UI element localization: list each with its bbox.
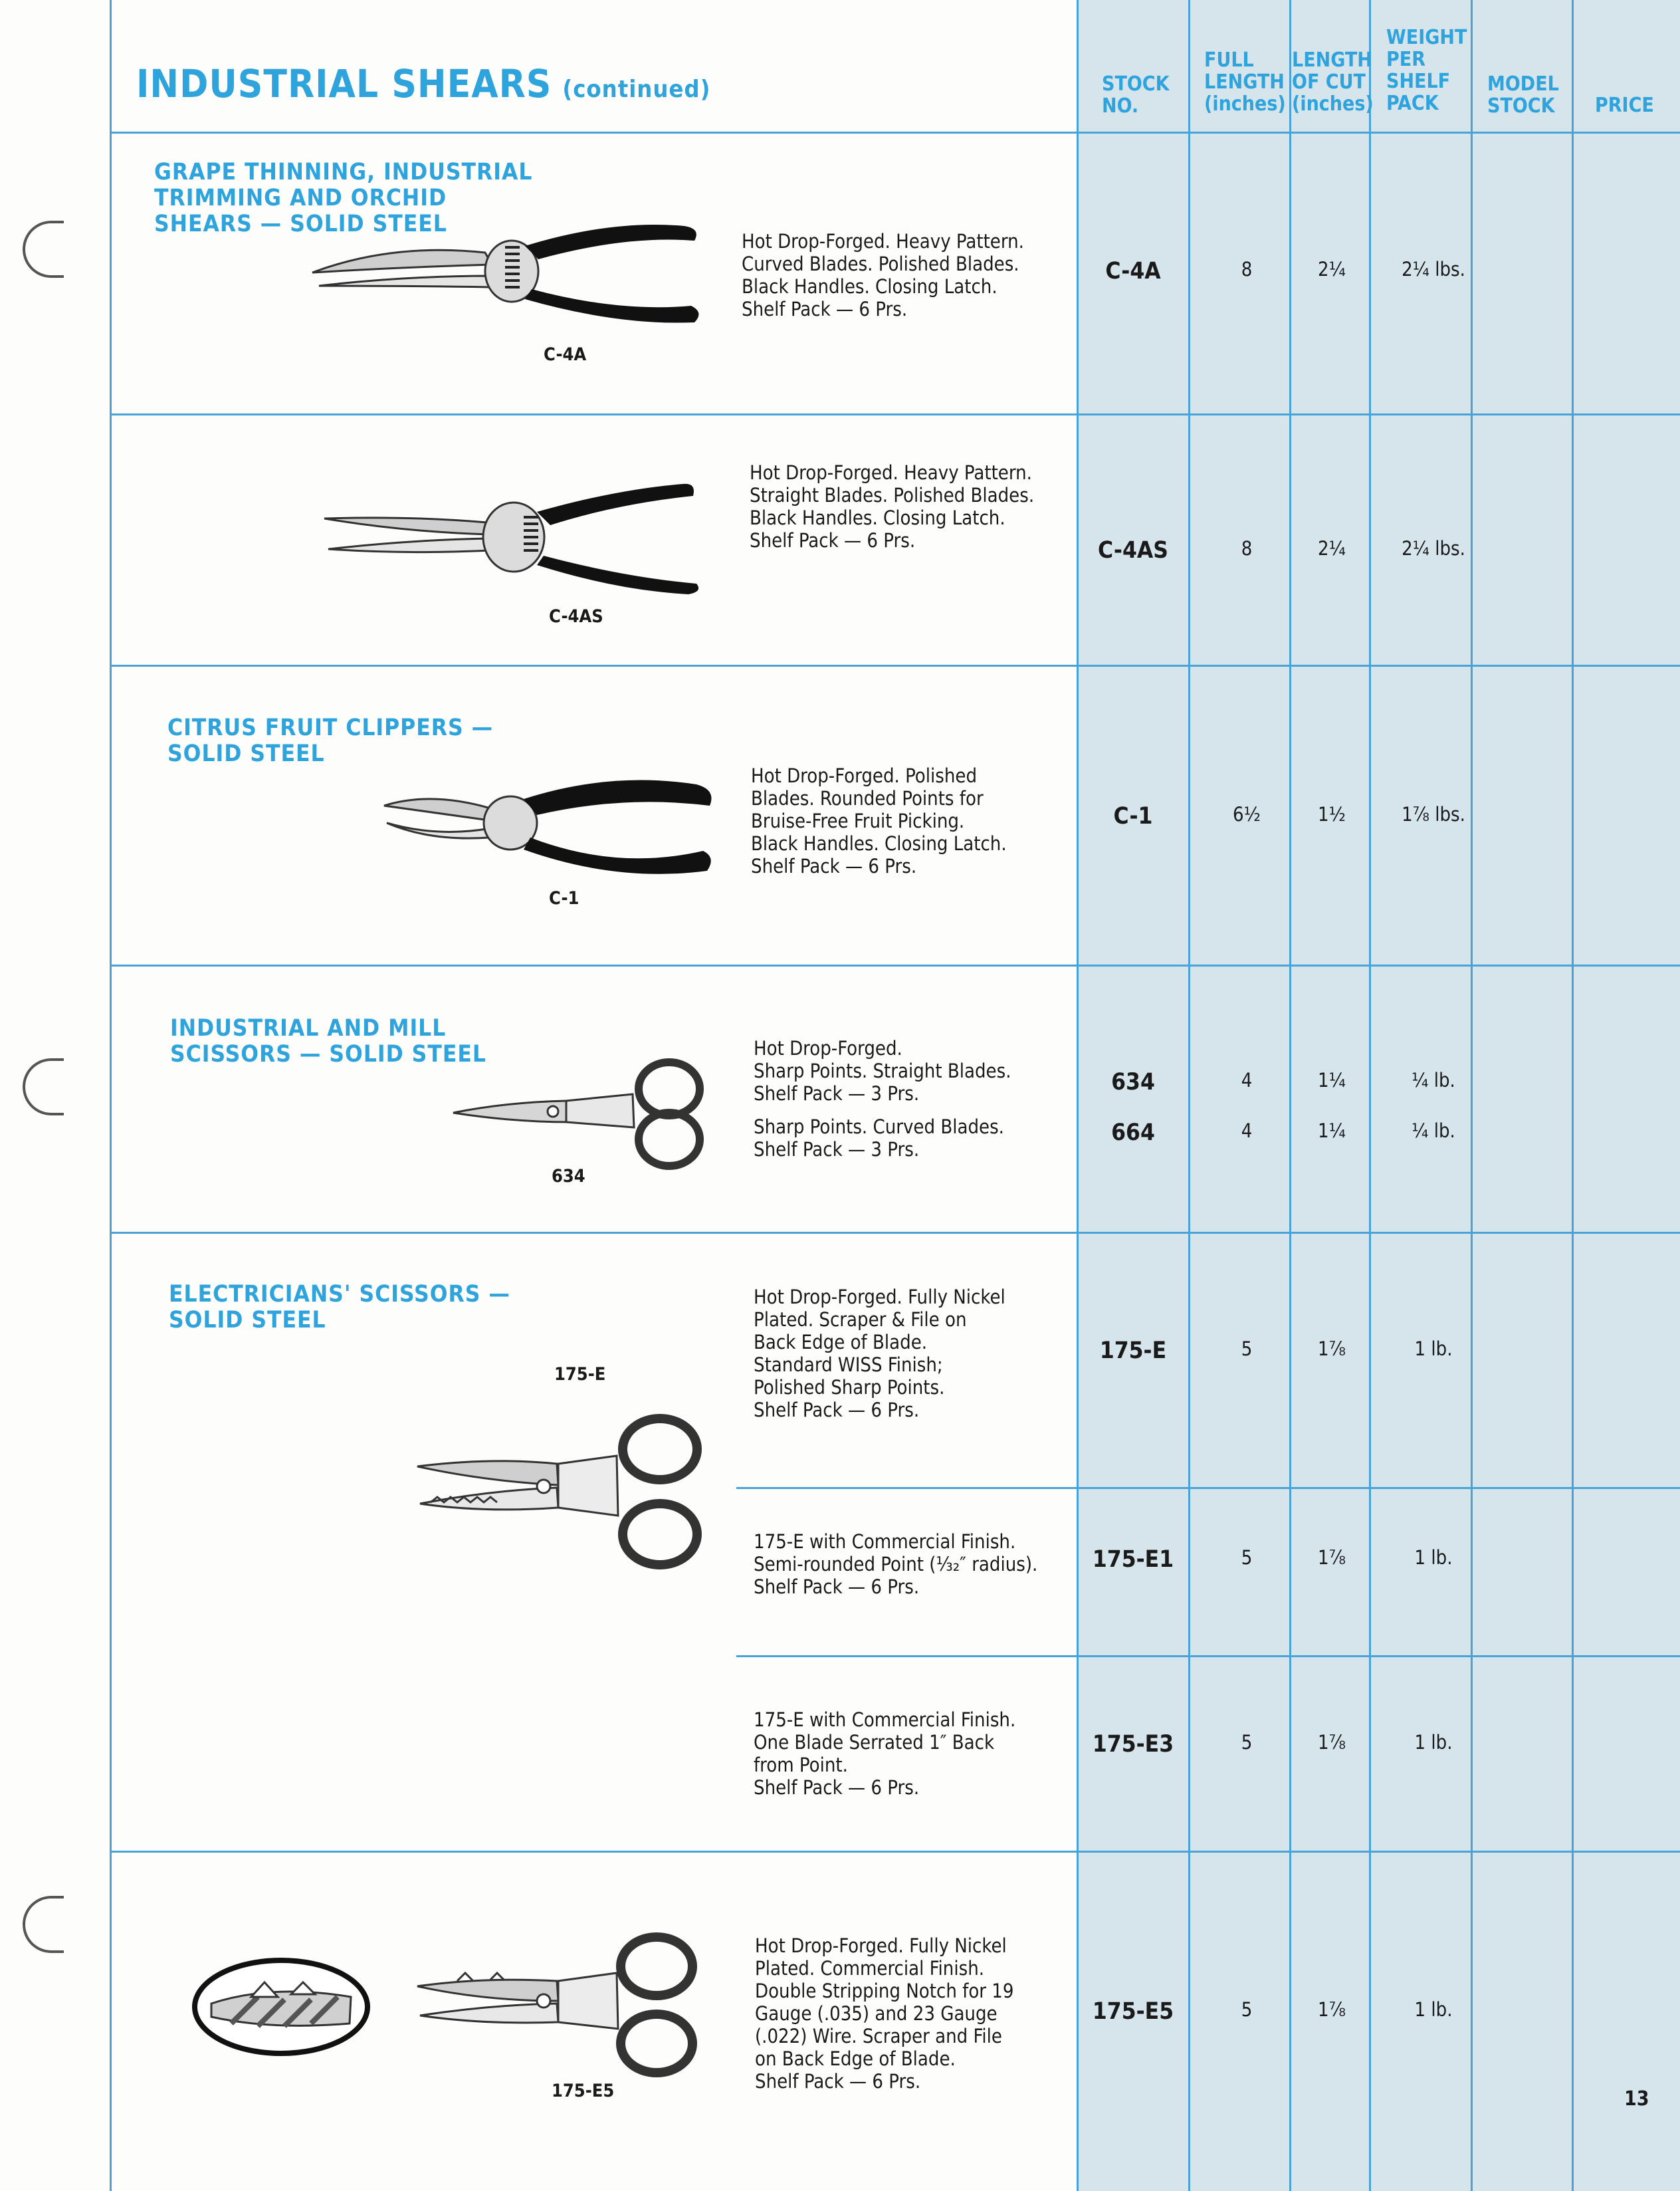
column-rule xyxy=(1188,0,1190,2191)
description-line: Shelf Pack — 3 Prs. xyxy=(754,1082,920,1105)
stock-number: C-4AS xyxy=(1098,537,1168,564)
product-description xyxy=(754,1037,1011,1105)
stripping-notch-detail-illustration xyxy=(191,1957,371,2057)
section-title-line: TRIMMING AND ORCHID xyxy=(154,185,447,211)
weight-value: ¼ lb. xyxy=(1412,1069,1455,1092)
description-line: Semi-rounded Point (⅓₂″ radius). xyxy=(754,1553,1038,1575)
description-line: Back Edge of Blade. xyxy=(754,1331,928,1353)
stock-number: C-1 xyxy=(1113,803,1153,830)
description-line: Shelf Pack — 6 Prs. xyxy=(754,1575,920,1598)
header-line: SHELF xyxy=(1386,70,1451,93)
page-number: 13 xyxy=(1624,2087,1649,2111)
description-line: Bruise-Free Fruit Picking. xyxy=(751,810,965,832)
page-title xyxy=(136,61,710,106)
stock-number: 634 xyxy=(1111,1069,1155,1096)
column-rule xyxy=(1369,0,1371,2191)
description-line: Hot Drop-Forged. xyxy=(754,1037,902,1060)
cut-length-value: 1⅞ xyxy=(1318,1998,1346,2021)
binder-hole xyxy=(23,221,64,278)
section-title-line: SOLID STEEL xyxy=(167,741,325,767)
column-rule xyxy=(1289,0,1291,2191)
cut-length-value: 2¼ xyxy=(1318,258,1346,281)
stock-number: 664 xyxy=(1111,1119,1155,1146)
product-description xyxy=(754,1115,1004,1161)
header-line: STOCK xyxy=(1487,94,1555,118)
product-caption: 634 xyxy=(552,1166,585,1187)
product-caption: 175-E5 xyxy=(552,2081,615,2101)
header-line: PACK xyxy=(1386,92,1439,115)
product-description xyxy=(754,1286,1005,1421)
description-line: Shelf Pack — 6 Prs. xyxy=(751,855,917,877)
description-line: Hot Drop-Forged. Fully Nickel xyxy=(755,1934,1007,1957)
product-description xyxy=(750,461,1034,552)
header-line: LENGTH xyxy=(1204,70,1285,94)
weight-value: 1 lb. xyxy=(1414,1731,1453,1754)
left-rule xyxy=(110,0,112,2191)
description-line: Shelf Pack — 6 Prs. xyxy=(754,1776,920,1799)
section-title-mill-scissors xyxy=(170,1016,486,1068)
header-price xyxy=(1595,94,1654,116)
product-description xyxy=(742,230,1024,320)
header-weight xyxy=(1386,27,1467,114)
description-line: 175-E with Commercial Finish. xyxy=(754,1708,1016,1731)
cut-length-value: 1⅞ xyxy=(1318,1731,1346,1754)
description-line: Shelf Pack — 6 Prs. xyxy=(755,2070,921,2093)
description-line: Sharp Points. Curved Blades. xyxy=(754,1115,1004,1138)
row-rule xyxy=(110,1232,1680,1234)
column-rule xyxy=(1077,0,1079,2191)
cut-length-value: 2¼ xyxy=(1318,537,1346,560)
description-line: (.022) Wire. Scraper and File xyxy=(755,2025,1002,2047)
row-rule xyxy=(110,1851,1680,1853)
header-line: STOCK xyxy=(1102,72,1170,96)
product-caption: C-4AS xyxy=(549,606,603,627)
stock-number: 175-E3 xyxy=(1092,1731,1174,1758)
description-line: from Point. xyxy=(754,1754,848,1776)
full-length-value: 8 xyxy=(1241,258,1253,281)
description-line: Curved Blades. Polished Blades. xyxy=(742,253,1019,275)
header-length-of-cut xyxy=(1292,49,1374,115)
header-line: PER xyxy=(1386,48,1426,71)
header-line: (inches) xyxy=(1292,92,1374,116)
table-shaded-area xyxy=(1078,0,1680,2191)
section-title-line: SHEARS — SOLID STEEL xyxy=(154,211,447,237)
header-line: LENGTH xyxy=(1292,49,1372,72)
description-line: Polished Sharp Points. xyxy=(754,1376,945,1399)
header-line: FULL xyxy=(1204,49,1254,72)
section-title-line: INDUSTRIAL AND MILL xyxy=(170,1015,447,1042)
column-rule xyxy=(1471,0,1473,2191)
full-length-value: 5 xyxy=(1241,1546,1253,1569)
description-line: Blades. Rounded Points for xyxy=(751,787,984,810)
product-caption: C-4A xyxy=(544,344,587,365)
header-line: OF CUT xyxy=(1292,70,1366,94)
shears-c4as-illustration xyxy=(324,477,723,597)
full-length-value: 8 xyxy=(1241,537,1253,560)
product-description xyxy=(751,764,1007,877)
description-line: Sharp Points. Straight Blades. xyxy=(754,1060,1011,1082)
description-line: Double Stripping Notch for 19 xyxy=(755,1980,1014,2002)
description-line: Standard WISS Finish; xyxy=(754,1353,943,1376)
page-title-text: INDUSTRIAL SHEARS xyxy=(136,61,552,106)
full-length-value: 5 xyxy=(1241,1998,1253,2021)
section-title-line: CITRUS FRUIT CLIPPERS — xyxy=(167,715,494,741)
description-line: Plated. Commercial Finish. xyxy=(755,1957,985,1980)
cut-length-value: 1¼ xyxy=(1318,1069,1346,1092)
header-line: PRICE xyxy=(1595,94,1654,117)
weight-value: 1 lb. xyxy=(1414,1546,1453,1569)
product-caption: 175-E xyxy=(554,1364,606,1385)
product-description xyxy=(755,1934,1013,2093)
header-full-length xyxy=(1204,49,1286,115)
weight-value: 1 lb. xyxy=(1414,1337,1453,1360)
header-model-stock xyxy=(1487,73,1559,117)
binder-hole xyxy=(23,1058,64,1115)
weight-value: 2¼ lbs. xyxy=(1402,258,1465,281)
section-title-line: GRAPE THINNING, INDUSTRIAL xyxy=(154,159,533,185)
stock-number: 175-E5 xyxy=(1092,1998,1174,2025)
clippers-c1-illustration xyxy=(384,771,730,877)
description-line: Shelf Pack — 6 Prs. xyxy=(754,1399,920,1421)
description-line: Black Handles. Closing Latch. xyxy=(751,832,1007,855)
weight-value: 2¼ lbs. xyxy=(1402,537,1465,560)
full-length-value: 6½ xyxy=(1233,803,1261,826)
description-line: Shelf Pack — 6 Prs. xyxy=(750,529,916,552)
page-title-suffix: (continued) xyxy=(562,76,711,103)
description-line: One Blade Serrated 1″ Back xyxy=(754,1731,995,1754)
section-title-citrus-clippers xyxy=(167,715,493,767)
cut-length-value: 1⅞ xyxy=(1318,1546,1346,1569)
description-line: 175-E with Commercial Finish. xyxy=(754,1530,1016,1553)
scissors-634-illustration xyxy=(453,1061,719,1174)
row-rule xyxy=(110,413,1680,415)
description-line: Plated. Scraper & File on xyxy=(754,1308,967,1331)
stock-number: 175-E1 xyxy=(1092,1546,1174,1573)
section-title-line: SOLID STEEL xyxy=(169,1307,326,1333)
header-line: MODEL xyxy=(1487,72,1559,96)
shears-c4a-illustration xyxy=(312,213,724,332)
full-length-value: 5 xyxy=(1241,1731,1253,1754)
weight-value: ¼ lb. xyxy=(1412,1119,1455,1142)
section-title-line: SCISSORS — SOLID STEEL xyxy=(170,1041,486,1068)
scissors-175e5-illustration xyxy=(417,1932,723,2078)
description-line: Hot Drop-Forged. Heavy Pattern. xyxy=(742,230,1024,253)
product-description xyxy=(754,1530,1037,1598)
description-line: Hot Drop-Forged. Polished xyxy=(751,764,978,787)
full-length-value: 5 xyxy=(1241,1337,1253,1360)
description-line: Gauge (.035) and 23 Gauge xyxy=(755,2002,998,2025)
product-description xyxy=(754,1708,1015,1799)
section-title-line: ELECTRICIANS' SCISSORS — xyxy=(169,1281,510,1308)
row-rule xyxy=(110,665,1680,667)
header-line: (inches) xyxy=(1204,92,1286,116)
header-stock-no xyxy=(1102,73,1170,117)
description-line: Shelf Pack — 6 Prs. xyxy=(742,298,908,320)
description-line: Black Handles. Closing Latch. xyxy=(750,507,1005,529)
section-title-electricians-scissors xyxy=(169,1282,510,1333)
description-line: Shelf Pack — 3 Prs. xyxy=(754,1138,920,1161)
description-line: Hot Drop-Forged. Heavy Pattern. xyxy=(750,461,1032,484)
header-line: WEIGHT xyxy=(1386,26,1467,49)
stock-number: C-4A xyxy=(1105,258,1161,285)
full-length-value: 4 xyxy=(1241,1119,1253,1142)
weight-value: 1 lb. xyxy=(1414,1998,1453,2021)
stock-number: 175-E xyxy=(1099,1337,1167,1364)
column-rule xyxy=(1572,0,1574,2191)
description-line: Straight Blades. Polished Blades. xyxy=(750,484,1035,507)
description-line: on Back Edge of Blade. xyxy=(755,2047,956,2070)
row-rule xyxy=(736,1487,1680,1489)
scissors-175e-illustration xyxy=(417,1416,723,1575)
description-line: Black Handles. Closing Latch. xyxy=(742,275,998,298)
cut-length-value: 1½ xyxy=(1318,803,1346,826)
weight-value: 1⅞ lbs. xyxy=(1402,803,1465,826)
header-rule xyxy=(110,132,1680,134)
description-line: Hot Drop-Forged. Fully Nickel xyxy=(754,1286,1005,1308)
row-rule xyxy=(110,965,1680,967)
cut-length-value: 1¼ xyxy=(1318,1119,1346,1142)
binder-hole xyxy=(23,1896,64,1953)
header-line: NO. xyxy=(1102,94,1139,118)
product-caption: C-1 xyxy=(549,888,579,909)
row-rule xyxy=(736,1655,1680,1657)
full-length-value: 4 xyxy=(1241,1069,1253,1092)
cut-length-value: 1⅞ xyxy=(1318,1337,1346,1360)
